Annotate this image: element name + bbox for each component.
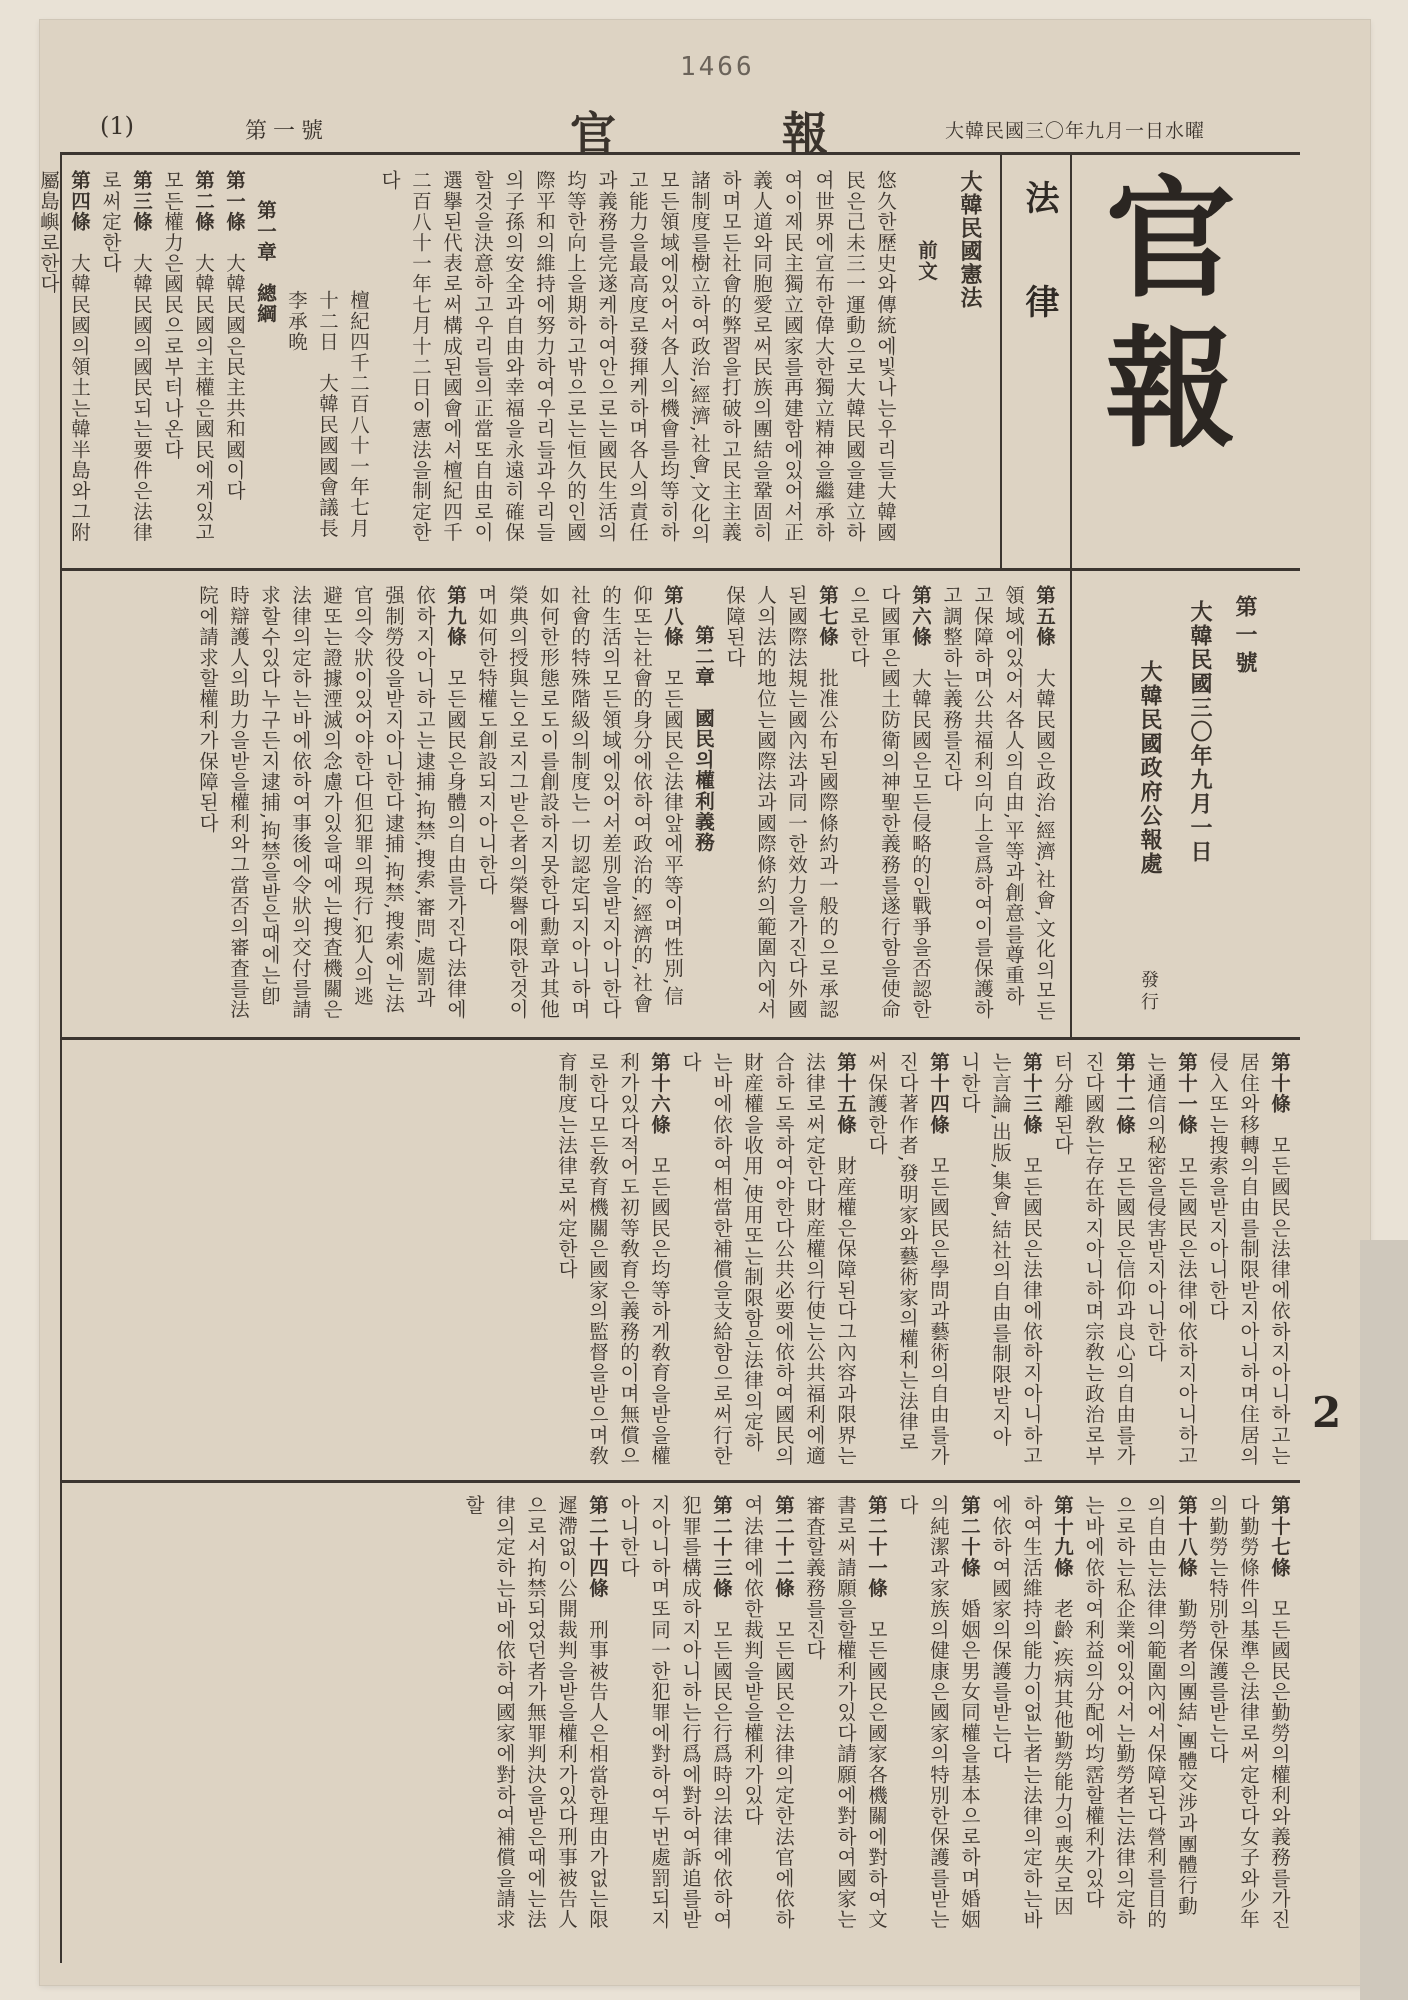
- torn-edge: [1360, 1240, 1408, 2000]
- band4: [80, 1495, 1295, 1935]
- masthead-title: 官報: [1084, 170, 1237, 470]
- article-8: 第八條 모든國民은法律앞에平等이며性別,信仰또는社會的身分에依하여政治的,經濟的,社會的生活의모든領域에있어서差別을받지아니한다社會的特殊階級의制度는一切認定되지아니하며如何한形態로도이를創設하지못한다勳章과其他榮典의授與는오로지그받은者의榮譽에限한것이며如何한特權도創設되지아니한다: [475, 585, 684, 1020]
- gazette-page: [37, 20, 1370, 1985]
- article-17: 第十七條 모든國民은勤勞의權利와義務를가진다勤勞條件의基準은法律로써定한다女子와少年의勤勞는特別한保護를받는다: [1206, 1495, 1291, 1930]
- band3: [80, 1052, 1295, 1467]
- chapter2-heading: 第二章 國民의權利義務: [692, 625, 715, 853]
- masthead: [1085, 170, 1285, 550]
- article-5: 第五條 大韓民國은政治,經濟,社會,文化의모든領域에있어서各人의自由,平等과創意를尊重하고保障하며公共福利의向上을爲하여이를保護하고調整하는義務를진다: [940, 585, 1056, 1022]
- header-date: 大韓民國三〇年九月一日水曜: [945, 120, 1206, 142]
- margin-page-number: 2: [1312, 1388, 1342, 1437]
- law-category-label: 法 律: [1019, 180, 1059, 336]
- article-14: 第十四條 모든國民은學問과藝術의自由를가진다著作者,發明家와藝術家의權利는法律로써保護한다: [865, 1052, 950, 1467]
- article-1: 第一條 大韓民國은民主共和國이다: [223, 170, 246, 502]
- preamble-title: 前文: [915, 240, 938, 282]
- article-23: 第二十三條 모든國民은行爲時의法律에依하여犯罪를構成하지아니하는行爲에對하여訴追를받지아니하며또同一한犯罪에對하여두번處罰되지아니한다: [617, 1495, 733, 1930]
- article-19: 第十九條 老齡,疾病其他勤勞能力의喪失로因하여生活維持의能力이없는者는法律의定하는바에依하여國家의保護를받는다: [989, 1495, 1074, 1930]
- article-22: 第二十二條 모든國民은法律의定한法官에依하여法律에依한裁判을받을權利가있다: [741, 1495, 795, 1930]
- article-12: 第十二條 모든國民은信仰과良心의自由를가진다國敎는存在하지아니하며宗敎는政治로부터分離된다: [1051, 1052, 1136, 1467]
- article-15: 第十五條 財産權은保障된다그內容과限界는法律로써定한다財産權의行使는公共福利에適合하도록하여야한다公共必要에依하여國民의財産權을收用,使用또는制限함은法律의定하는바에依하여相當한補償을支給함으로써行한다: [679, 1052, 857, 1467]
- masthead-issue-no: 第一號: [1232, 595, 1258, 679]
- article-9: 第九條 모든國民은身體의自由를가진다法律에依하지아니하고는逮捕,拘禁,搜索,審問,處罰과强制勞役을받지아니한다逮捕,拘禁,搜索에는法官의令狀이있어야한다但犯罪의現行,犯人의逃避또는證據湮滅의念慮가있을때에는搜査機關은法律의定하는바에依하여事後에令狀의交付를請求할수있다누구든지逮捕,拘禁을받은때에는卽時辯護人의助力을받을權利와그當否의審査를法院에請求할權利가保障된다: [196, 585, 467, 1020]
- article-11: 第十一條 모든國民은法律에依하지아니하고는通信의秘密을侵害받지아니한다: [1144, 1052, 1198, 1467]
- article-16: 第十六條 모든國民은均等하게敎育을받을權利가있다적어도初等敎育은義務的이며無償으로한다모든敎育機關은國家의監督을받으며敎育制度는法律로써定한다: [555, 1052, 671, 1467]
- constitution-title: 大韓民國憲法: [957, 170, 983, 310]
- article-13: 第十三條 모든國民은法律에依하지아니하고는言論,出版,集會,結社의自由를制限받지아니한다: [958, 1052, 1043, 1467]
- article-6: 第六條 大韓民國은모든侵略的인戰爭을否認한다國軍은國土防衛의神聖한義務를遂行함을使命으로한다: [847, 585, 932, 1020]
- header-title: 官 報: [570, 107, 888, 161]
- constitution-signature: 檀紀四千二百八十一年七月十二日 大韓民國國會議長 李承晩: [285, 290, 370, 560]
- law-divider: [1000, 153, 1002, 568]
- band1-rule: [60, 568, 1300, 571]
- article-20: 第二十條 婚姻은男女同權을基本으로하며婚姻의純潔과家族의健康은國家의特別한保護를받는다: [896, 1495, 981, 1930]
- band2-rule: [60, 1037, 1300, 1040]
- article-7: 第七條 批准公布된國際條約과一般的으로承認된國際法規는國內法과同一한效力을가진다外國人의法的地位는國際法과國際條約의範圍內에서保障된다: [723, 585, 839, 1020]
- article-21: 第二十一條 모든國民은國家各機關에對하여文書로써請願을할權利가있다請願에對하여國家는審査할義務를진다: [803, 1495, 888, 1930]
- masthead-date: 大韓民國三〇年九月一日: [1187, 600, 1213, 864]
- article-18: 第十八條 勤勞者의團結,團體交涉과團體行動의自由는法律의範圍內에서保障된다營利를目的으로하는私企業에있어서는勤勞者는法律의定하는바에依하여利益의分配에均霑할權利가있다: [1082, 1495, 1198, 1930]
- chapter1-heading: 第一章 總綱: [254, 200, 277, 325]
- issue-label: 第一號: [245, 119, 330, 144]
- band2: [80, 585, 1060, 1025]
- article-10: 第十條 모든國民은法律에依하지아니하고는居住와移轉의自由를制限받지아니하며住居의侵入또는搜索을받지아니한다: [1206, 1052, 1291, 1467]
- article-4: 第四條 大韓民國의領土는韓半島와그附屬島嶼로한다: [37, 170, 91, 543]
- article-3: 第三條 大韓民國의國民되는要件은法律로써定한다: [99, 170, 153, 543]
- preamble-text: 悠久한歷史와傳統에빛나는우리들大韓國民은己未三一運動으로大韓民國을建立하여世界에宣布한偉大한獨立精神을繼承하여이제民主獨立國家를再建함에있어서正義人道와同胞愛로써民族의團結을鞏固히하며모든社會的弊習을打破하고民主主義諸制度를樹立하여政治,經濟,社會,文化의모든領域에있어서各人의機會를均等히하고能力을最高度로發揮케하며各人의責任과義務를完遂케하여안으로는國民生活의均等한向上을期하고밖으로는恒久的인國際平和의維持에努力하여우리들과우리들의子孫의安全과自由와幸福을永遠히確保할것을決意하고우리들의正當또自由로이選擧된代表로써構成된國會에서檀紀四千二百八十一年七月十二日이憲法을制定한다: [378, 170, 897, 545]
- header-rule: [60, 152, 1300, 155]
- band3-rule: [60, 1480, 1300, 1483]
- band1: [37, 170, 985, 560]
- page-number-label: (1): [100, 112, 134, 140]
- article-24: 第二十四條 刑事被告人은相當한理由가없는限遲滯없이公開裁判을받을權利가있다刑事被告人으로서拘禁되었던者가無罪判決을받은때에는法律의定하는바에依하여國家에對하여補償을請求할: [462, 1495, 609, 1930]
- handwritten-page-note: 1466: [680, 52, 755, 82]
- masthead-publish-label: 發行: [1138, 970, 1159, 1014]
- masthead-publisher: 大韓民國政府公報處: [1137, 660, 1163, 876]
- masthead-divider: [1070, 153, 1072, 1037]
- article-2: 第二條 大韓民國의主權은國民에게있고모든權力은國民으로부터나온다: [161, 170, 215, 543]
